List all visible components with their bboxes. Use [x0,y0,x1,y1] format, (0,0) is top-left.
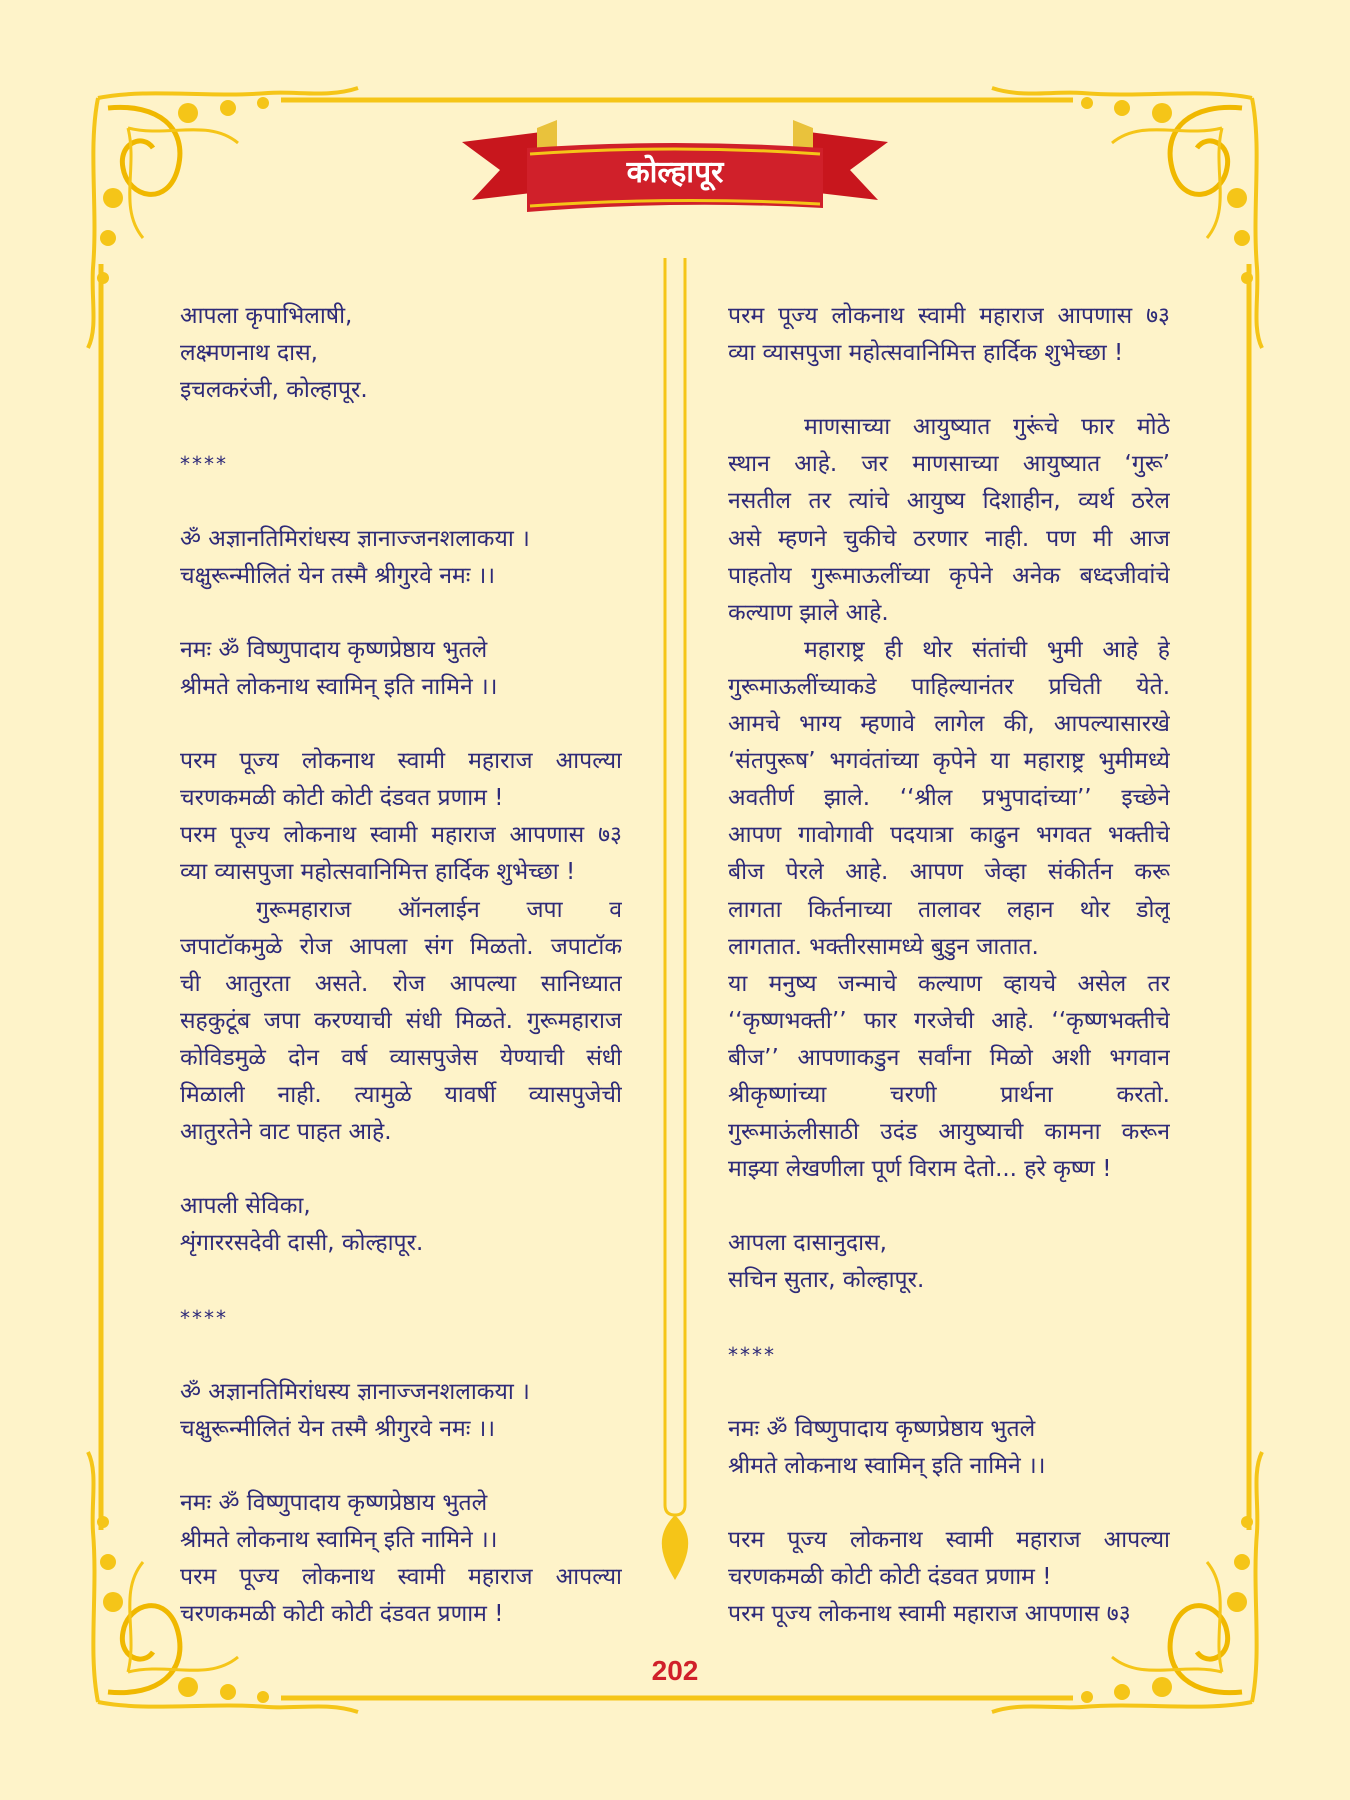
text-line: श्रीमते लोकनाथ स्वामिन् इति नामिने ।। [728,1452,1046,1479]
text-line: सहकुटूंब जपा करण्याची संधी मिळते. गुरूमहाराज [180,1007,622,1034]
text-line: चरणकमळी कोटी कोटी दंडवत प्रणाम ! [180,1601,504,1628]
text-line: ॐ अज्ञानतिमिरांधस्य ज्ञानाज्जनशलाकया । [180,1378,530,1405]
blank-line [728,372,1170,409]
blank-line [180,595,622,632]
text-line: श्रीमते लोकनाथ स्वामिन् इति नामिने ।। [180,673,498,700]
text-line: आपली सेविका, [180,1193,311,1220]
text-line: लक्ष्मणनाथ दास, [180,340,318,367]
text-line: असे म्हणने चुकीचे ठरणार नाही. पण मी आज [728,525,1170,552]
text-line: आपण गावोगावी पदयात्रा काढुन भगवत भक्तीचे [728,822,1170,849]
page-number: 202 [651,1655,699,1686]
text-line: नसतील तर त्यांचे आयुष्य दिशाहीन, व्यर्थ ठरेल [728,488,1170,515]
text-line: चरणकमळी कोटी कोटी दंडवत प्रणाम ! [728,1564,1052,1591]
text-line: परम पूज्य लोकनाथ स्वामी महाराज आपल्या [728,1527,1170,1554]
text-line: बीज पेरले आहे. आपण जेव्हा संकीर्तन करू [728,859,1170,886]
blank-line [180,1262,622,1299]
text-line: लागता किर्तनाच्या तालावर लहान थोर डोलू [728,896,1170,923]
text-line: गुरूमाऊलींच्याकडे पाहिल्यानंतर प्रचिती येते. [728,673,1170,700]
text-line: कोविडमुळे दोन वर्ष व्यासपुजेस येण्याची संधी [180,1044,622,1071]
text-line: सचिन सुतार, कोल्हापूर. [728,1267,925,1294]
text-line: व्या व्यासपुजा महोत्सवानिमित्त हार्दिक शुभेच्छा ! [180,859,576,886]
section-separator: **** [728,1342,776,1367]
column-divider [665,258,685,1515]
text-line: परम पूज्य लोकनाथ स्वामी महाराज आपणास ७३ [728,1601,1131,1628]
text-line: माझ्या लेखणीला पूर्ण विराम देतो... हरे कृष्ण ! [728,1156,1112,1183]
text-line: ‘‘कृष्णभक्ती’’ फार गरजेची आहे. ‘‘कृष्णभक्तीचे [728,1007,1170,1034]
section-separator: **** [180,1305,228,1330]
blank-line [180,1448,622,1485]
text-line: आमचे भाग्य म्हणावे लागेल की, आपल्यासारखे [728,711,1170,738]
text-line: शृंगाररसदेवी दासी, कोल्हापूर. [180,1230,424,1257]
blank-line [180,483,622,520]
text-line: परम पूज्य लोकनाथ स्वामी महाराज आपल्या [180,748,622,775]
blank-line [180,706,622,743]
text-line: आपला कृपाभिलाषी, [180,303,353,329]
text-line: नमः ॐ विष्णुपादाय कृष्णप्रेष्ठाय भुतले [180,1490,488,1516]
text-line: आपला दासानुदास, [728,1230,887,1257]
text-line: आतुरतेने वाट पाहत आहे. [180,1119,392,1146]
text-line: गुरूमहाराज ऑनलाईन जपा व [256,896,622,923]
text-line: चरणकमळी कोटी कोटी दंडवत प्रणाम ! [180,785,504,812]
blank-line [728,1485,1170,1522]
text-line: माणसाच्या आयुष्यात गुरूंचे फार मोठे [804,414,1170,441]
divider-drop-ornament [662,1515,688,1580]
blank-line [728,1300,1170,1337]
section-separator: **** [180,452,228,477]
right-column [728,298,1170,1633]
text-line: परम पूज्य लोकनाथ स्वामी महाराज आपल्या [180,1564,622,1591]
text-line: पाहतोय गुरूमाऊलींच्या कृपेने अनेक बध्दजीवांचे [728,562,1170,589]
text-line: अवतीर्ण झाले. ‘‘श्रील प्रभुपादांच्या’’ इच्छेने [728,785,1170,812]
text-line: स्थान आहे. जर माणसाच्या आयुष्यात ‘गुरू’ [728,451,1170,478]
text-line: चक्षुरून्मीलितं येन तस्मै श्रीगुरवे नमः ।। [180,1415,496,1442]
text-line: ची आतुरता असते. रोज आपल्या सानिध्यात [180,970,622,997]
page-title: कोल्हापूर [626,155,724,190]
text-line: कल्याण झाले आहे. [728,599,889,626]
text-line: व्या व्यासपुजा महोत्सवानिमित्त हार्दिक शुभेच्छा ! [728,340,1124,367]
text-line: श्रीमते लोकनाथ स्वामिन् इति नामिने ।। [180,1527,498,1554]
text-line: इचलकरंजी, कोल्हापूर. [180,377,368,404]
text-line: मिळाली नाही. त्यामुळे यावर्षी व्यासपुजेची [180,1081,622,1108]
text-line: नमः ॐ विष्णुपादाय कृष्णप्रेष्ठाय भुतले [180,636,488,663]
text-line: गुरूमाऊंलीसाठी उदंड आयुष्याची कामना करून [728,1119,1170,1146]
blank-line [728,1374,1170,1411]
text-line: नमः ॐ विष्णुपादाय कृष्णप्रेष्ठाय भुतले [728,1415,1036,1442]
blank-line [180,409,622,446]
text-line: ॐ अज्ञानतिमिरांधस्य ज्ञानाज्जनशलाकया । [180,525,530,552]
blank-line [180,1151,622,1188]
text-line: ‘संतपुरूष’ भगवंतांच्या कृपेने या महाराष्ट्र भुमीमध्ये [728,748,1170,775]
text-line: श्रीकृष्णांच्या चरणी प्रार्थना करतो. [728,1081,1170,1108]
text-line: महाराष्ट्र ही थोर संतांची भुमी आहे हे [804,636,1170,663]
blank-line [180,1337,622,1374]
text-line: जपाटॉकमुळे रोज आपला संग मिळतो. जपाटॉक [180,933,622,960]
left-column [180,298,622,1633]
text-line: परम पूज्य लोकनाथ स्वामी महाराज आपणास ७३ [180,822,622,849]
text-line: चक्षुरून्मीलितं येन तस्मै श्रीगुरवे नमः ।। [180,562,496,589]
text-line: लागतात. भक्तीरसामध्ये बुडुन जातात. [728,933,1039,960]
text-line: या मनुष्य जन्माचे कल्याण व्हायचे असेल तर [728,970,1170,997]
blank-line [728,1188,1170,1225]
text-line: परम पूज्य लोकनाथ स्वामी महाराज आपणास ७३ [728,303,1170,329]
text-line: बीज’’ आपणाकडुन सर्वांना मिळो अशी भगवान [728,1044,1170,1071]
